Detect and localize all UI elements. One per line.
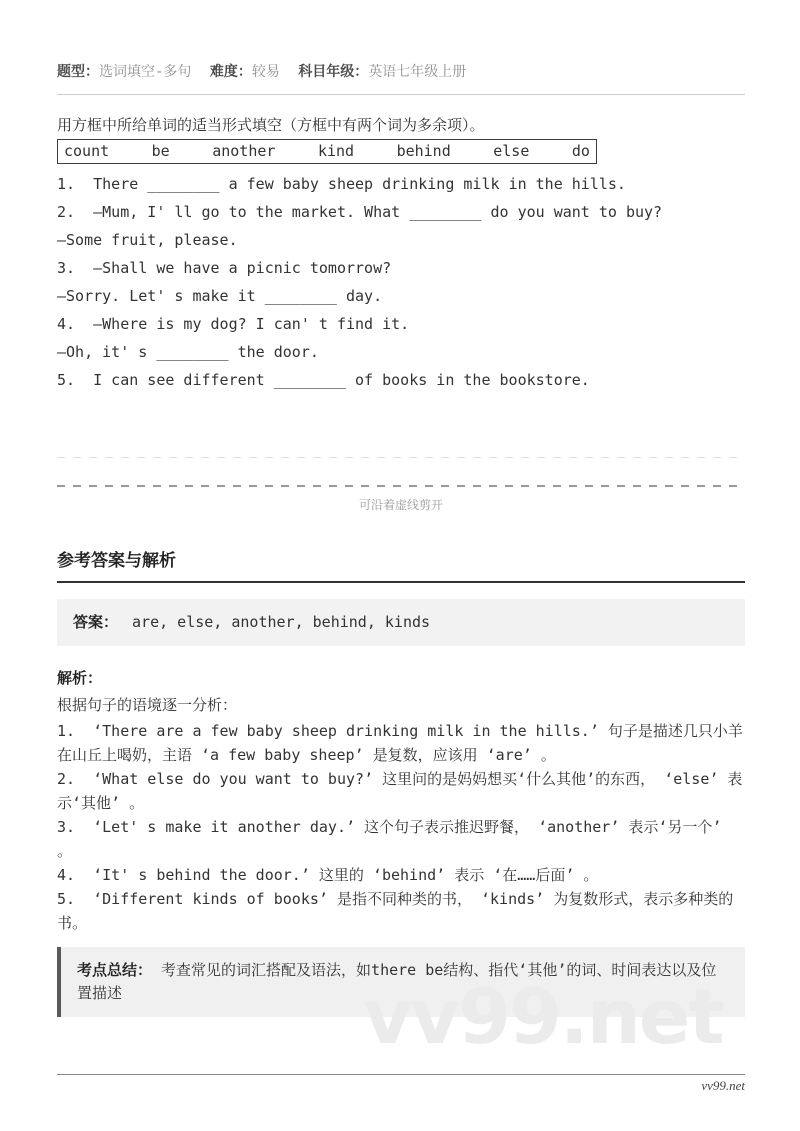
meta-grade-value: 英语七年级上册 — [368, 64, 467, 80]
word-bank-box — [57, 139, 597, 164]
analysis-item: 2. ‘What else do you want to buy?’ 这里问的是妈妈想买‘什么其他’的东西， ‘else’ 表示‘其他’ 。 — [57, 770, 743, 812]
meta-difficulty — [210, 64, 280, 80]
header-divider — [57, 94, 745, 95]
meta-question-type — [57, 64, 191, 80]
analysis-label: 解析： — [57, 670, 103, 687]
answer-value: are, else, another, behind, kinds — [132, 613, 431, 631]
sentence-line: 5. I can see different ________ of books in the bookstore. — [57, 371, 590, 389]
key-points-summary-text: 考查常见的词汇搭配及语法，如there be结构、指代‘其他’的词、时间表达以及位置描述 — [77, 961, 717, 1002]
answer-label: 答案： — [73, 614, 119, 631]
sentence-line: —Sorry. Let' s make it ________ day. — [57, 287, 383, 305]
meta-grade-label: 科目年级： — [298, 63, 369, 79]
sentence-line: —Oh, it' s ________ the door. — [57, 343, 319, 361]
site-watermark: vv99.net — [363, 972, 723, 1061]
sentence-line: —Some fruit, please. — [57, 231, 238, 249]
analysis-item: 5. ‘Different kinds of books’ 是指不同种类的书， ‘kinds’ 为复数形式，表示多种类的书。 — [57, 890, 734, 932]
header-meta — [57, 62, 745, 81]
cut-dashed-line-thick — [57, 485, 745, 487]
page-footer — [57, 1074, 745, 1094]
word-bank-item: be — [151, 142, 170, 160]
analysis-item: 1. ‘There are a few baby sheep drinking milk in the hills.’ 句子是描述几只小羊在山丘上喝奶，主语 ‘a few baby sheep’ 是复数，应该用 ‘are’ 。 — [57, 722, 743, 764]
cut-line-block — [57, 457, 745, 513]
sentence-line: 1. There ________ a few baby sheep drinking milk in the hills. — [57, 175, 626, 193]
word-bank-item: behind — [396, 142, 451, 160]
sentence-list — [57, 170, 745, 394]
answers-section-title: 参考答案与解析 — [57, 550, 745, 583]
analysis-intro: 根据句子的语境逐一分析： — [57, 696, 238, 714]
analysis-item-list — [57, 719, 745, 935]
sentence-line: 2. —Mum, I' ll go to the market. What ________ do you want to buy? — [57, 203, 663, 221]
sentence-line: 3. —Shall we have a picnic tomorrow? — [57, 259, 392, 277]
word-bank-item: else — [493, 142, 530, 160]
word-bank-item: do — [571, 142, 590, 160]
meta-grade — [298, 64, 466, 80]
sentence-line: 4. —Where is my dog? I can' t find it. — [57, 315, 410, 333]
footer-site-name: vv99.net — [701, 1078, 745, 1093]
answer-box — [57, 599, 745, 646]
meta-difficulty-value: 较易 — [251, 64, 280, 80]
analysis-item: 3. ‘Let' s make it another day.’ 这个句子表示推迟野餐， ‘another’ 表示‘另一个’ 。 — [57, 818, 731, 860]
question-prompt: 用方框中所给单词的适当形式填空（方框中有两个词为多余项）。 — [57, 116, 485, 134]
word-bank-item: count — [64, 142, 110, 160]
word-bank-item: kind — [317, 142, 355, 160]
word-bank-item: another — [212, 142, 276, 160]
key-points-summary-label: 考点总结： — [77, 962, 153, 979]
meta-question-type-label: 题型： — [57, 63, 99, 79]
meta-question-type-value: 选词填空-多句 — [99, 64, 192, 80]
analysis-item: 4. ‘It' s behind the door.’ 这里的 ‘behind’ 表示 ‘在……后面’ 。 — [57, 866, 599, 884]
meta-difficulty-label: 难度： — [209, 63, 252, 79]
cut-line-hint: 可沿着虚线剪开 — [358, 498, 443, 512]
cut-dashed-line-thin — [57, 457, 745, 458]
